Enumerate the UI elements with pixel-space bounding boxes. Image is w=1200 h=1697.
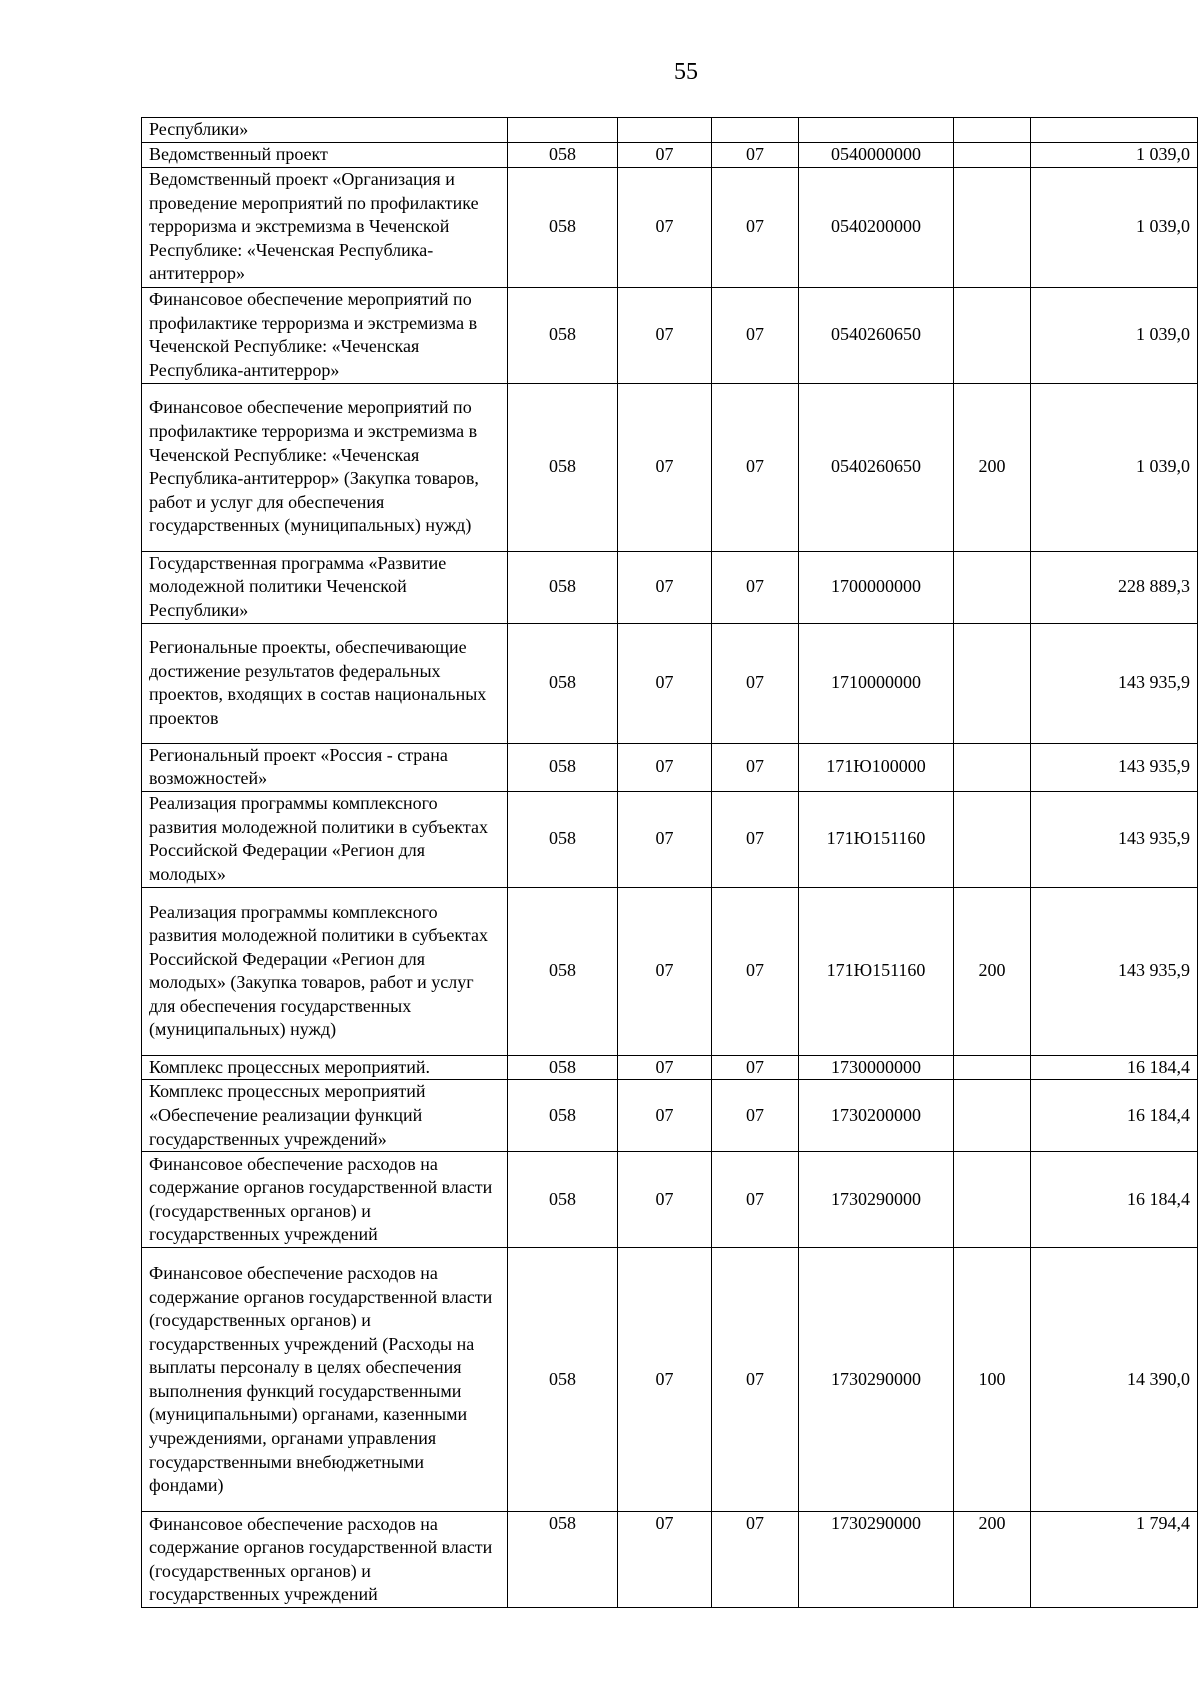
code-section: 07 (618, 383, 712, 551)
code-ministry: 058 (508, 1512, 618, 1608)
code-target (799, 118, 954, 143)
code-section: 07 (618, 623, 712, 743)
row-name: Реализация программы комплексного развития молодежной политики в субъектах Российской Федерации «Регион для молодых» (Закупка товаров, работ и услуг для обеспечения государственных (муниципальных) нужд) (142, 887, 508, 1055)
code-subsection: 07 (712, 383, 799, 551)
code-section: 07 (618, 1152, 712, 1248)
code-section: 07 (618, 791, 712, 887)
code-subsection: 07 (712, 1080, 799, 1152)
code-expense-type (954, 142, 1031, 167)
row-name: Региональные проекты, обеспечивающие достижение результатов федеральных проектов, входящих в состав национальных проектов (142, 623, 508, 743)
code-ministry: 058 (508, 142, 618, 167)
code-expense-type (954, 118, 1031, 143)
table-row (142, 118, 1198, 143)
code-section: 07 (618, 167, 712, 287)
amount: 143 935,9 (1031, 743, 1198, 791)
row-name: Региональный проект «Россия - страна возможностей» (142, 743, 508, 791)
row-name: Финансовое обеспечение расходов на содержание органов государственной власти (государственных органов) и государственных учреждений (142, 1152, 508, 1248)
amount: 143 935,9 (1031, 623, 1198, 743)
row-name: Комплекс процессных мероприятий «Обеспечение реализации функций государственных учреждений» (142, 1080, 508, 1152)
code-target: 1730290000 (799, 1248, 954, 1512)
code-expense-type (954, 743, 1031, 791)
code-section: 07 (618, 551, 712, 623)
code-section: 07 (618, 1248, 712, 1512)
code-target: 1730290000 (799, 1512, 954, 1608)
code-target: 1710000000 (799, 623, 954, 743)
code-ministry: 058 (508, 887, 618, 1055)
code-section: 07 (618, 1080, 712, 1152)
code-ministry: 058 (508, 1080, 618, 1152)
code-section: 07 (618, 887, 712, 1055)
row-name: Ведомственный проект «Организация и проведение мероприятий по профилактике терроризма и экстремизма в Чеченской Республике: «Чеченская Республика-антитеррор» (142, 167, 508, 287)
code-target: 1700000000 (799, 551, 954, 623)
code-expense-type (954, 167, 1031, 287)
amount: 1 039,0 (1031, 142, 1198, 167)
code-ministry: 058 (508, 287, 618, 383)
table-row (142, 167, 1198, 287)
code-expense-type: 200 (954, 1512, 1031, 1608)
code-subsection: 07 (712, 167, 799, 287)
amount: 14 390,0 (1031, 1248, 1198, 1512)
code-subsection: 07 (712, 287, 799, 383)
code-ministry: 058 (508, 167, 618, 287)
budget-table-body (142, 118, 1198, 1608)
code-target: 0540000000 (799, 142, 954, 167)
amount (1031, 118, 1198, 143)
code-ministry (508, 118, 618, 143)
code-expense-type (954, 1080, 1031, 1152)
code-section: 07 (618, 1055, 712, 1080)
table-row (142, 287, 1198, 383)
table-row (142, 623, 1198, 743)
amount: 1 039,0 (1031, 383, 1198, 551)
table-row (142, 1512, 1198, 1608)
code-subsection: 07 (712, 1512, 799, 1608)
table-row (142, 887, 1198, 1055)
row-name: Республики» (142, 118, 508, 143)
code-target: 0540260650 (799, 287, 954, 383)
code-target: 1730200000 (799, 1080, 954, 1152)
table-row (142, 383, 1198, 551)
row-name: Финансовое обеспечение мероприятий по профилактике терроризма и экстремизма в Чеченской Республике: «Чеченская Республика-антитеррор» (142, 287, 508, 383)
code-subsection: 07 (712, 551, 799, 623)
code-subsection: 07 (712, 887, 799, 1055)
code-expense-type (954, 551, 1031, 623)
code-subsection: 07 (712, 791, 799, 887)
row-name: Ведомственный проект (142, 142, 508, 167)
code-expense-type (954, 1152, 1031, 1248)
amount: 143 935,9 (1031, 887, 1198, 1055)
code-target: 1730000000 (799, 1055, 954, 1080)
row-name: Финансовое обеспечение расходов на содержание органов государственной власти (государственных органов) и государственных учреждений (142, 1512, 508, 1608)
code-target: 171Ю151160 (799, 791, 954, 887)
code-subsection: 07 (712, 1152, 799, 1248)
amount: 228 889,3 (1031, 551, 1198, 623)
amount: 16 184,4 (1031, 1080, 1198, 1152)
table-row (142, 551, 1198, 623)
code-section (618, 118, 712, 143)
amount: 16 184,4 (1031, 1055, 1198, 1080)
code-ministry: 058 (508, 791, 618, 887)
code-expense-type: 100 (954, 1248, 1031, 1512)
table-row (142, 1152, 1198, 1248)
code-ministry: 058 (508, 551, 618, 623)
code-ministry: 058 (508, 623, 618, 743)
amount: 16 184,4 (1031, 1152, 1198, 1248)
table-row (142, 791, 1198, 887)
page-number: 55 (674, 59, 698, 85)
code-target: 0540260650 (799, 383, 954, 551)
code-expense-type (954, 1055, 1031, 1080)
amount: 1 039,0 (1031, 287, 1198, 383)
row-name: Финансовое обеспечение расходов на содержание органов государственной власти (государственных органов) и государственных учреждений (Расходы на выплаты персоналу в целях обеспечения выполнения функций государственными (муниципальными) органами, казенными учреждениями, органами управления государственными внебюджетными фондами) (142, 1248, 508, 1512)
code-expense-type (954, 287, 1031, 383)
code-subsection: 07 (712, 743, 799, 791)
table-row (142, 1248, 1198, 1512)
code-ministry: 058 (508, 1055, 618, 1080)
code-target: 171Ю100000 (799, 743, 954, 791)
amount: 1 794,4 (1031, 1512, 1198, 1608)
code-subsection: 07 (712, 1248, 799, 1512)
code-section: 07 (618, 142, 712, 167)
code-subsection: 07 (712, 623, 799, 743)
code-subsection: 07 (712, 1055, 799, 1080)
code-ministry: 058 (508, 1152, 618, 1248)
table-row (142, 142, 1198, 167)
code-subsection: 07 (712, 142, 799, 167)
code-subsection (712, 118, 799, 143)
code-expense-type: 200 (954, 383, 1031, 551)
code-target: 171Ю151160 (799, 887, 954, 1055)
code-ministry: 058 (508, 743, 618, 791)
table-row (142, 1055, 1198, 1080)
budget-table (141, 117, 1198, 1608)
row-name: Финансовое обеспечение мероприятий по профилактике терроризма и экстремизма в Чеченской Республике: «Чеченская Республика-антитеррор» (Закупка товаров, работ и услуг для обеспечения государственных (муниципальных) нужд) (142, 383, 508, 551)
code-ministry: 058 (508, 383, 618, 551)
code-ministry: 058 (508, 1248, 618, 1512)
code-section: 07 (618, 287, 712, 383)
amount: 143 935,9 (1031, 791, 1198, 887)
row-name: Государственная программа «Развитие молодежной политики Чеченской Республики» (142, 551, 508, 623)
code-expense-type (954, 791, 1031, 887)
row-name: Комплекс процессных мероприятий. (142, 1055, 508, 1080)
table-row (142, 1080, 1198, 1152)
amount: 1 039,0 (1031, 167, 1198, 287)
code-target: 0540200000 (799, 167, 954, 287)
code-section: 07 (618, 1512, 712, 1608)
table-row (142, 743, 1198, 791)
code-expense-type (954, 623, 1031, 743)
row-name: Реализация программы комплексного развития молодежной политики в субъектах Российской Федерации «Регион для молодых» (142, 791, 508, 887)
code-section: 07 (618, 743, 712, 791)
code-expense-type: 200 (954, 887, 1031, 1055)
code-target: 1730290000 (799, 1152, 954, 1248)
